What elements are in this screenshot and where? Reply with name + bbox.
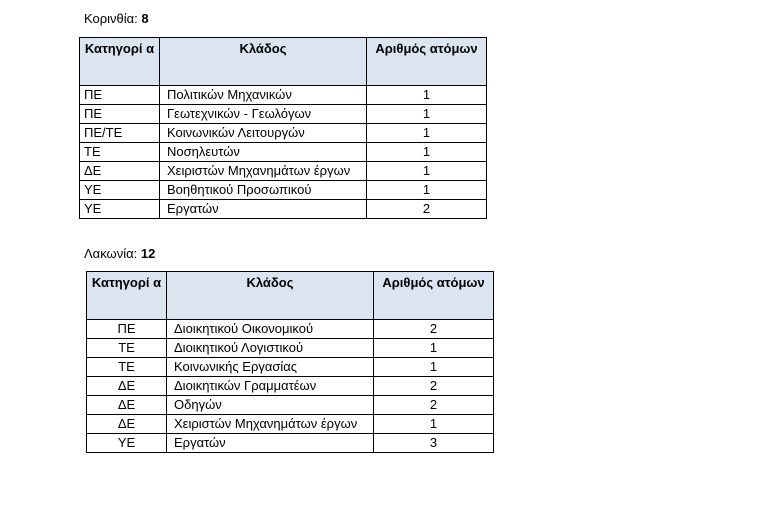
cell-persons: 1 xyxy=(374,415,494,434)
cell-branch: Κοινωνικής Εργασίας xyxy=(167,358,374,377)
cell-persons: 2 xyxy=(374,377,494,396)
cell-persons: 1 xyxy=(367,143,487,162)
cell-branch: Οδηγών xyxy=(167,396,374,415)
cell-persons: 1 xyxy=(374,339,494,358)
column-header-persons: Αριθμός ατόμων xyxy=(374,272,494,320)
cell-persons: 1 xyxy=(367,181,487,200)
table-row xyxy=(80,200,487,219)
cell-branch: Διοικητικών Γραμματέων xyxy=(167,377,374,396)
cell-category: ΤΕ xyxy=(87,339,167,358)
cell-branch: Διοικητικού Οικονομικού xyxy=(167,320,374,339)
cell-persons: 3 xyxy=(374,434,494,453)
table-row xyxy=(80,105,487,124)
table-row xyxy=(87,396,494,415)
table-row xyxy=(87,320,494,339)
cell-branch: Εργατών xyxy=(160,200,367,219)
cell-branch: Νοσηλευτών xyxy=(160,143,367,162)
cell-category: ΠΕ xyxy=(80,105,160,124)
table-row xyxy=(80,162,487,181)
staff-table-lakonia xyxy=(86,271,494,453)
region-count: 12 xyxy=(140,246,156,261)
table-header-row xyxy=(87,272,494,320)
column-header-category: Κατηγορί α xyxy=(80,38,160,86)
cell-category: ΠΕ xyxy=(87,320,167,339)
table-row xyxy=(87,377,494,396)
column-header-branch: Κλάδος xyxy=(167,272,374,320)
cell-category: ΠΕ xyxy=(80,86,160,105)
cell-category: ΔΕ xyxy=(87,396,167,415)
cell-branch: Χειριστών Μηχανημάτων έργων xyxy=(160,162,367,181)
cell-category: ΠΕ/ΤΕ xyxy=(80,124,160,143)
cell-category: ΥΕ xyxy=(80,181,160,200)
cell-persons: 2 xyxy=(374,320,494,339)
table-row xyxy=(87,415,494,434)
cell-category: ΥΕ xyxy=(80,200,160,219)
cell-branch: Διοικητικού Λογιστικού xyxy=(167,339,374,358)
region-label: Λακωνία: xyxy=(84,246,138,261)
cell-category: ΥΕ xyxy=(87,434,167,453)
table-header-row xyxy=(80,38,487,86)
table-row xyxy=(80,124,487,143)
table-row xyxy=(87,434,494,453)
table-row xyxy=(87,358,494,377)
cell-category: ΤΕ xyxy=(80,143,160,162)
cell-persons: 1 xyxy=(367,124,487,143)
cell-category: ΤΕ xyxy=(87,358,167,377)
cell-persons: 1 xyxy=(374,358,494,377)
cell-persons: 2 xyxy=(374,396,494,415)
cell-persons: 2 xyxy=(367,200,487,219)
region-title-lakonia xyxy=(84,246,155,261)
column-header-persons: Αριθμός ατόμων xyxy=(367,38,487,86)
cell-branch: Χειριστών Μηχανημάτων έργων xyxy=(167,415,374,434)
region-title-korinthia xyxy=(84,11,149,26)
table-row xyxy=(80,143,487,162)
cell-category: ΔΕ xyxy=(80,162,160,181)
cell-persons: 1 xyxy=(367,162,487,181)
cell-branch: Βοηθητικού Προσωπικού xyxy=(160,181,367,200)
region-count: 8 xyxy=(141,11,149,26)
column-header-branch: Κλάδος xyxy=(160,38,367,86)
cell-persons: 1 xyxy=(367,86,487,105)
cell-branch: Κοινωνικών Λειτουργών xyxy=(160,124,367,143)
region-label: Κορινθία: xyxy=(84,11,138,26)
table-row xyxy=(80,181,487,200)
cell-category: ΔΕ xyxy=(87,415,167,434)
column-header-category: Κατηγορί α xyxy=(87,272,167,320)
cell-branch: Εργατών xyxy=(167,434,374,453)
staff-table-korinthia xyxy=(79,37,487,219)
cell-category: ΔΕ xyxy=(87,377,167,396)
cell-persons: 1 xyxy=(367,105,487,124)
table-row xyxy=(87,339,494,358)
cell-branch: Γεωτεχνικών - Γεωλόγων xyxy=(160,105,367,124)
table-row xyxy=(80,86,487,105)
cell-branch: Πολιτικών Μηχανικών xyxy=(160,86,367,105)
